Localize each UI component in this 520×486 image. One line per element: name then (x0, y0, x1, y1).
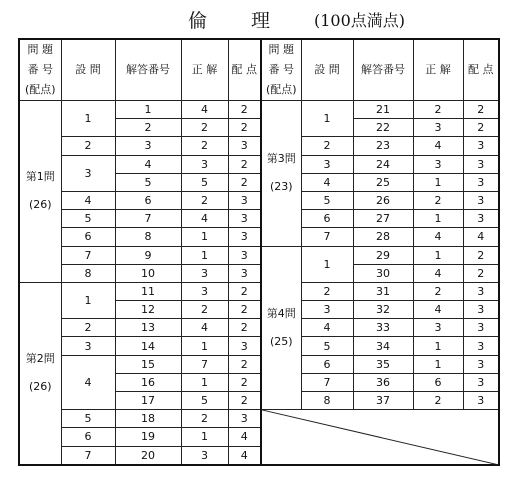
header-answer-number: 解答番号 (115, 39, 181, 101)
setsumon-cell-right: 2 (301, 137, 353, 155)
answer-number-cell-right: 21 (353, 101, 413, 119)
correct-answer-cell: 2 (181, 137, 228, 155)
answer-number-cell-right: 30 (353, 264, 413, 282)
table-row (19, 246, 499, 264)
correct-answer-cell-right: 1 (413, 337, 463, 355)
group-q2: 第2問 (26) (19, 282, 61, 465)
header-points: 配 点 (228, 39, 261, 101)
header-answer-number-right: 解答番号 (353, 39, 413, 101)
correct-answer-cell-right: 3 (413, 119, 463, 137)
table-row (19, 337, 499, 355)
setsumon-cell-right: 4 (301, 173, 353, 191)
setsumon-cell-right: 1 (301, 101, 353, 137)
correct-answer-cell-right: 1 (413, 246, 463, 264)
setsumon-cell: 5 (61, 410, 115, 428)
correct-answer-cell-right: 1 (413, 173, 463, 191)
table-row (19, 137, 499, 155)
setsumon-cell-right: 6 (301, 210, 353, 228)
setsumon-cell-right: 3 (301, 155, 353, 173)
setsumon-cell: 5 (61, 210, 115, 228)
points-cell-right: 3 (463, 337, 499, 355)
table-row (19, 355, 499, 373)
correct-answer-cell: 3 (181, 446, 228, 465)
group-q1: 第1問 (26) (19, 101, 61, 283)
setsumon-cell: 4 (61, 191, 115, 209)
table-row (19, 191, 499, 209)
points-cell: 3 (228, 246, 261, 264)
points-cell-right: 3 (463, 137, 499, 155)
answer-number-cell-right: 35 (353, 355, 413, 373)
header-question-number: 問 題 番 号 (配点) (19, 39, 61, 101)
points-cell: 2 (228, 373, 261, 391)
correct-answer-cell: 7 (181, 355, 228, 373)
answer-number-cell-right: 29 (353, 246, 413, 264)
answer-number-cell: 6 (115, 191, 181, 209)
points-cell: 3 (228, 410, 261, 428)
setsumon-cell: 6 (61, 428, 115, 446)
setsumon-cell: 4 (61, 355, 115, 410)
table-row (19, 319, 499, 337)
setsumon-cell: 8 (61, 264, 115, 282)
setsumon-cell: 6 (61, 228, 115, 246)
points-cell: 3 (228, 210, 261, 228)
correct-answer-cell-right: 4 (413, 137, 463, 155)
table-row (19, 410, 499, 428)
points-cell-right: 3 (463, 373, 499, 391)
table-row (19, 228, 499, 246)
points-cell: 3 (228, 264, 261, 282)
answer-number-cell: 4 (115, 155, 181, 173)
header-setsumon-right: 設 問 (301, 39, 353, 101)
header-question-number-right: 問 題 番 号 (配点) (261, 39, 301, 101)
page-title (0, 2, 520, 36)
answer-number-cell: 16 (115, 373, 181, 391)
correct-answer-cell: 1 (181, 428, 228, 446)
points-cell: 2 (228, 155, 261, 173)
setsumon-cell: 1 (61, 282, 115, 318)
answer-number-cell: 1 (115, 101, 181, 119)
answer-number-cell: 13 (115, 319, 181, 337)
points-cell-right: 2 (463, 246, 499, 264)
answer-number-cell-right: 26 (353, 191, 413, 209)
answer-number-cell: 12 (115, 301, 181, 319)
answer-number-cell-right: 36 (353, 373, 413, 391)
points-cell-right: 3 (463, 282, 499, 300)
total-points: (100点満点) (314, 11, 406, 30)
points-cell: 2 (228, 392, 261, 410)
correct-answer-cell: 3 (181, 282, 228, 300)
header-correct: 正 解 (181, 39, 228, 101)
table-row (19, 282, 499, 300)
setsumon-cell: 3 (61, 337, 115, 355)
points-cell-right: 2 (463, 119, 499, 137)
correct-answer-cell: 4 (181, 319, 228, 337)
answer-number-cell: 19 (115, 428, 181, 446)
points-cell: 2 (228, 355, 261, 373)
blank-area (261, 410, 499, 465)
correct-answer-cell: 1 (181, 337, 228, 355)
setsumon-cell-right: 7 (301, 373, 353, 391)
header-setsumon: 設 問 (61, 39, 115, 101)
answer-number-cell-right: 24 (353, 155, 413, 173)
points-cell: 4 (228, 428, 261, 446)
points-cell: 2 (228, 119, 261, 137)
points-cell-right: 3 (463, 155, 499, 173)
correct-answer-cell-right: 2 (413, 191, 463, 209)
subject-title: 倫理 (188, 10, 315, 32)
answer-number-cell: 11 (115, 282, 181, 300)
correct-answer-cell-right: 4 (413, 264, 463, 282)
points-cell-right: 3 (463, 301, 499, 319)
points-cell-right: 2 (463, 264, 499, 282)
answer-number-cell-right: 31 (353, 282, 413, 300)
answer-number-cell: 3 (115, 137, 181, 155)
correct-answer-cell: 2 (181, 410, 228, 428)
setsumon-cell-right: 1 (301, 246, 353, 282)
correct-answer-cell-right: 3 (413, 319, 463, 337)
setsumon-cell-right: 6 (301, 355, 353, 373)
points-cell: 2 (228, 301, 261, 319)
setsumon-cell-right: 5 (301, 337, 353, 355)
header-correct-right: 正 解 (413, 39, 463, 101)
answer-number-cell-right: 37 (353, 392, 413, 410)
answer-table-container (18, 38, 498, 466)
answer-number-cell-right: 32 (353, 301, 413, 319)
setsumon-cell-right: 4 (301, 319, 353, 337)
table-row (19, 101, 499, 119)
correct-answer-cell: 1 (181, 246, 228, 264)
group-q4: 第4問 (25) (261, 246, 301, 410)
correct-answer-cell-right: 4 (413, 301, 463, 319)
points-cell: 2 (228, 101, 261, 119)
setsumon-cell-right: 2 (301, 282, 353, 300)
answer-number-cell: 2 (115, 119, 181, 137)
correct-answer-cell: 1 (181, 373, 228, 391)
points-cell-right: 4 (463, 228, 499, 246)
answer-number-cell-right: 22 (353, 119, 413, 137)
answer-number-cell-right: 23 (353, 137, 413, 155)
correct-answer-cell: 2 (181, 191, 228, 209)
correct-answer-cell: 3 (181, 264, 228, 282)
points-cell-right: 3 (463, 319, 499, 337)
group-q3: 第3問 (23) (261, 101, 301, 247)
points-cell: 4 (228, 446, 261, 465)
answer-number-cell: 5 (115, 173, 181, 191)
correct-answer-cell: 3 (181, 155, 228, 173)
correct-answer-cell-right: 3 (413, 155, 463, 173)
answer-number-cell: 10 (115, 264, 181, 282)
answer-table (18, 38, 500, 466)
correct-answer-cell: 4 (181, 210, 228, 228)
setsumon-cell: 2 (61, 137, 115, 155)
points-cell-right: 3 (463, 191, 499, 209)
answer-number-cell: 18 (115, 410, 181, 428)
correct-answer-cell: 5 (181, 173, 228, 191)
answer-number-cell-right: 28 (353, 228, 413, 246)
answer-number-cell: 8 (115, 228, 181, 246)
correct-answer-cell: 1 (181, 228, 228, 246)
points-cell: 2 (228, 319, 261, 337)
setsumon-cell-right: 3 (301, 301, 353, 319)
answer-number-cell-right: 27 (353, 210, 413, 228)
answer-number-cell: 9 (115, 246, 181, 264)
answer-number-cell: 15 (115, 355, 181, 373)
points-cell: 2 (228, 173, 261, 191)
answer-number-cell: 7 (115, 210, 181, 228)
answer-number-cell: 17 (115, 392, 181, 410)
points-cell: 3 (228, 191, 261, 209)
points-cell-right: 3 (463, 173, 499, 191)
points-cell: 3 (228, 137, 261, 155)
answer-number-cell: 20 (115, 446, 181, 465)
setsumon-cell-right: 5 (301, 191, 353, 209)
table-row (19, 264, 499, 282)
correct-answer-cell: 2 (181, 119, 228, 137)
answer-number-cell-right: 33 (353, 319, 413, 337)
answer-number-cell: 14 (115, 337, 181, 355)
points-cell-right: 2 (463, 101, 499, 119)
points-cell-right: 3 (463, 392, 499, 410)
correct-answer-cell: 5 (181, 392, 228, 410)
correct-answer-cell-right: 2 (413, 101, 463, 119)
points-cell: 3 (228, 337, 261, 355)
header-points-right: 配 点 (463, 39, 499, 101)
setsumon-cell-right: 7 (301, 228, 353, 246)
answer-number-cell-right: 25 (353, 173, 413, 191)
correct-answer-cell-right: 1 (413, 210, 463, 228)
setsumon-cell: 7 (61, 446, 115, 465)
correct-answer-cell: 4 (181, 101, 228, 119)
setsumon-cell-right: 8 (301, 392, 353, 410)
answer-number-cell-right: 34 (353, 337, 413, 355)
points-cell: 2 (228, 282, 261, 300)
table-row (19, 210, 499, 228)
correct-answer-cell-right: 2 (413, 282, 463, 300)
setsumon-cell: 3 (61, 155, 115, 191)
points-cell-right: 3 (463, 210, 499, 228)
correct-answer-cell-right: 2 (413, 392, 463, 410)
setsumon-cell: 7 (61, 246, 115, 264)
correct-answer-cell-right: 4 (413, 228, 463, 246)
correct-answer-cell: 2 (181, 301, 228, 319)
setsumon-cell: 2 (61, 319, 115, 337)
setsumon-cell: 1 (61, 101, 115, 137)
correct-answer-cell-right: 6 (413, 373, 463, 391)
table-row (19, 155, 499, 173)
correct-answer-cell-right: 1 (413, 355, 463, 373)
points-cell: 3 (228, 228, 261, 246)
points-cell-right: 3 (463, 355, 499, 373)
